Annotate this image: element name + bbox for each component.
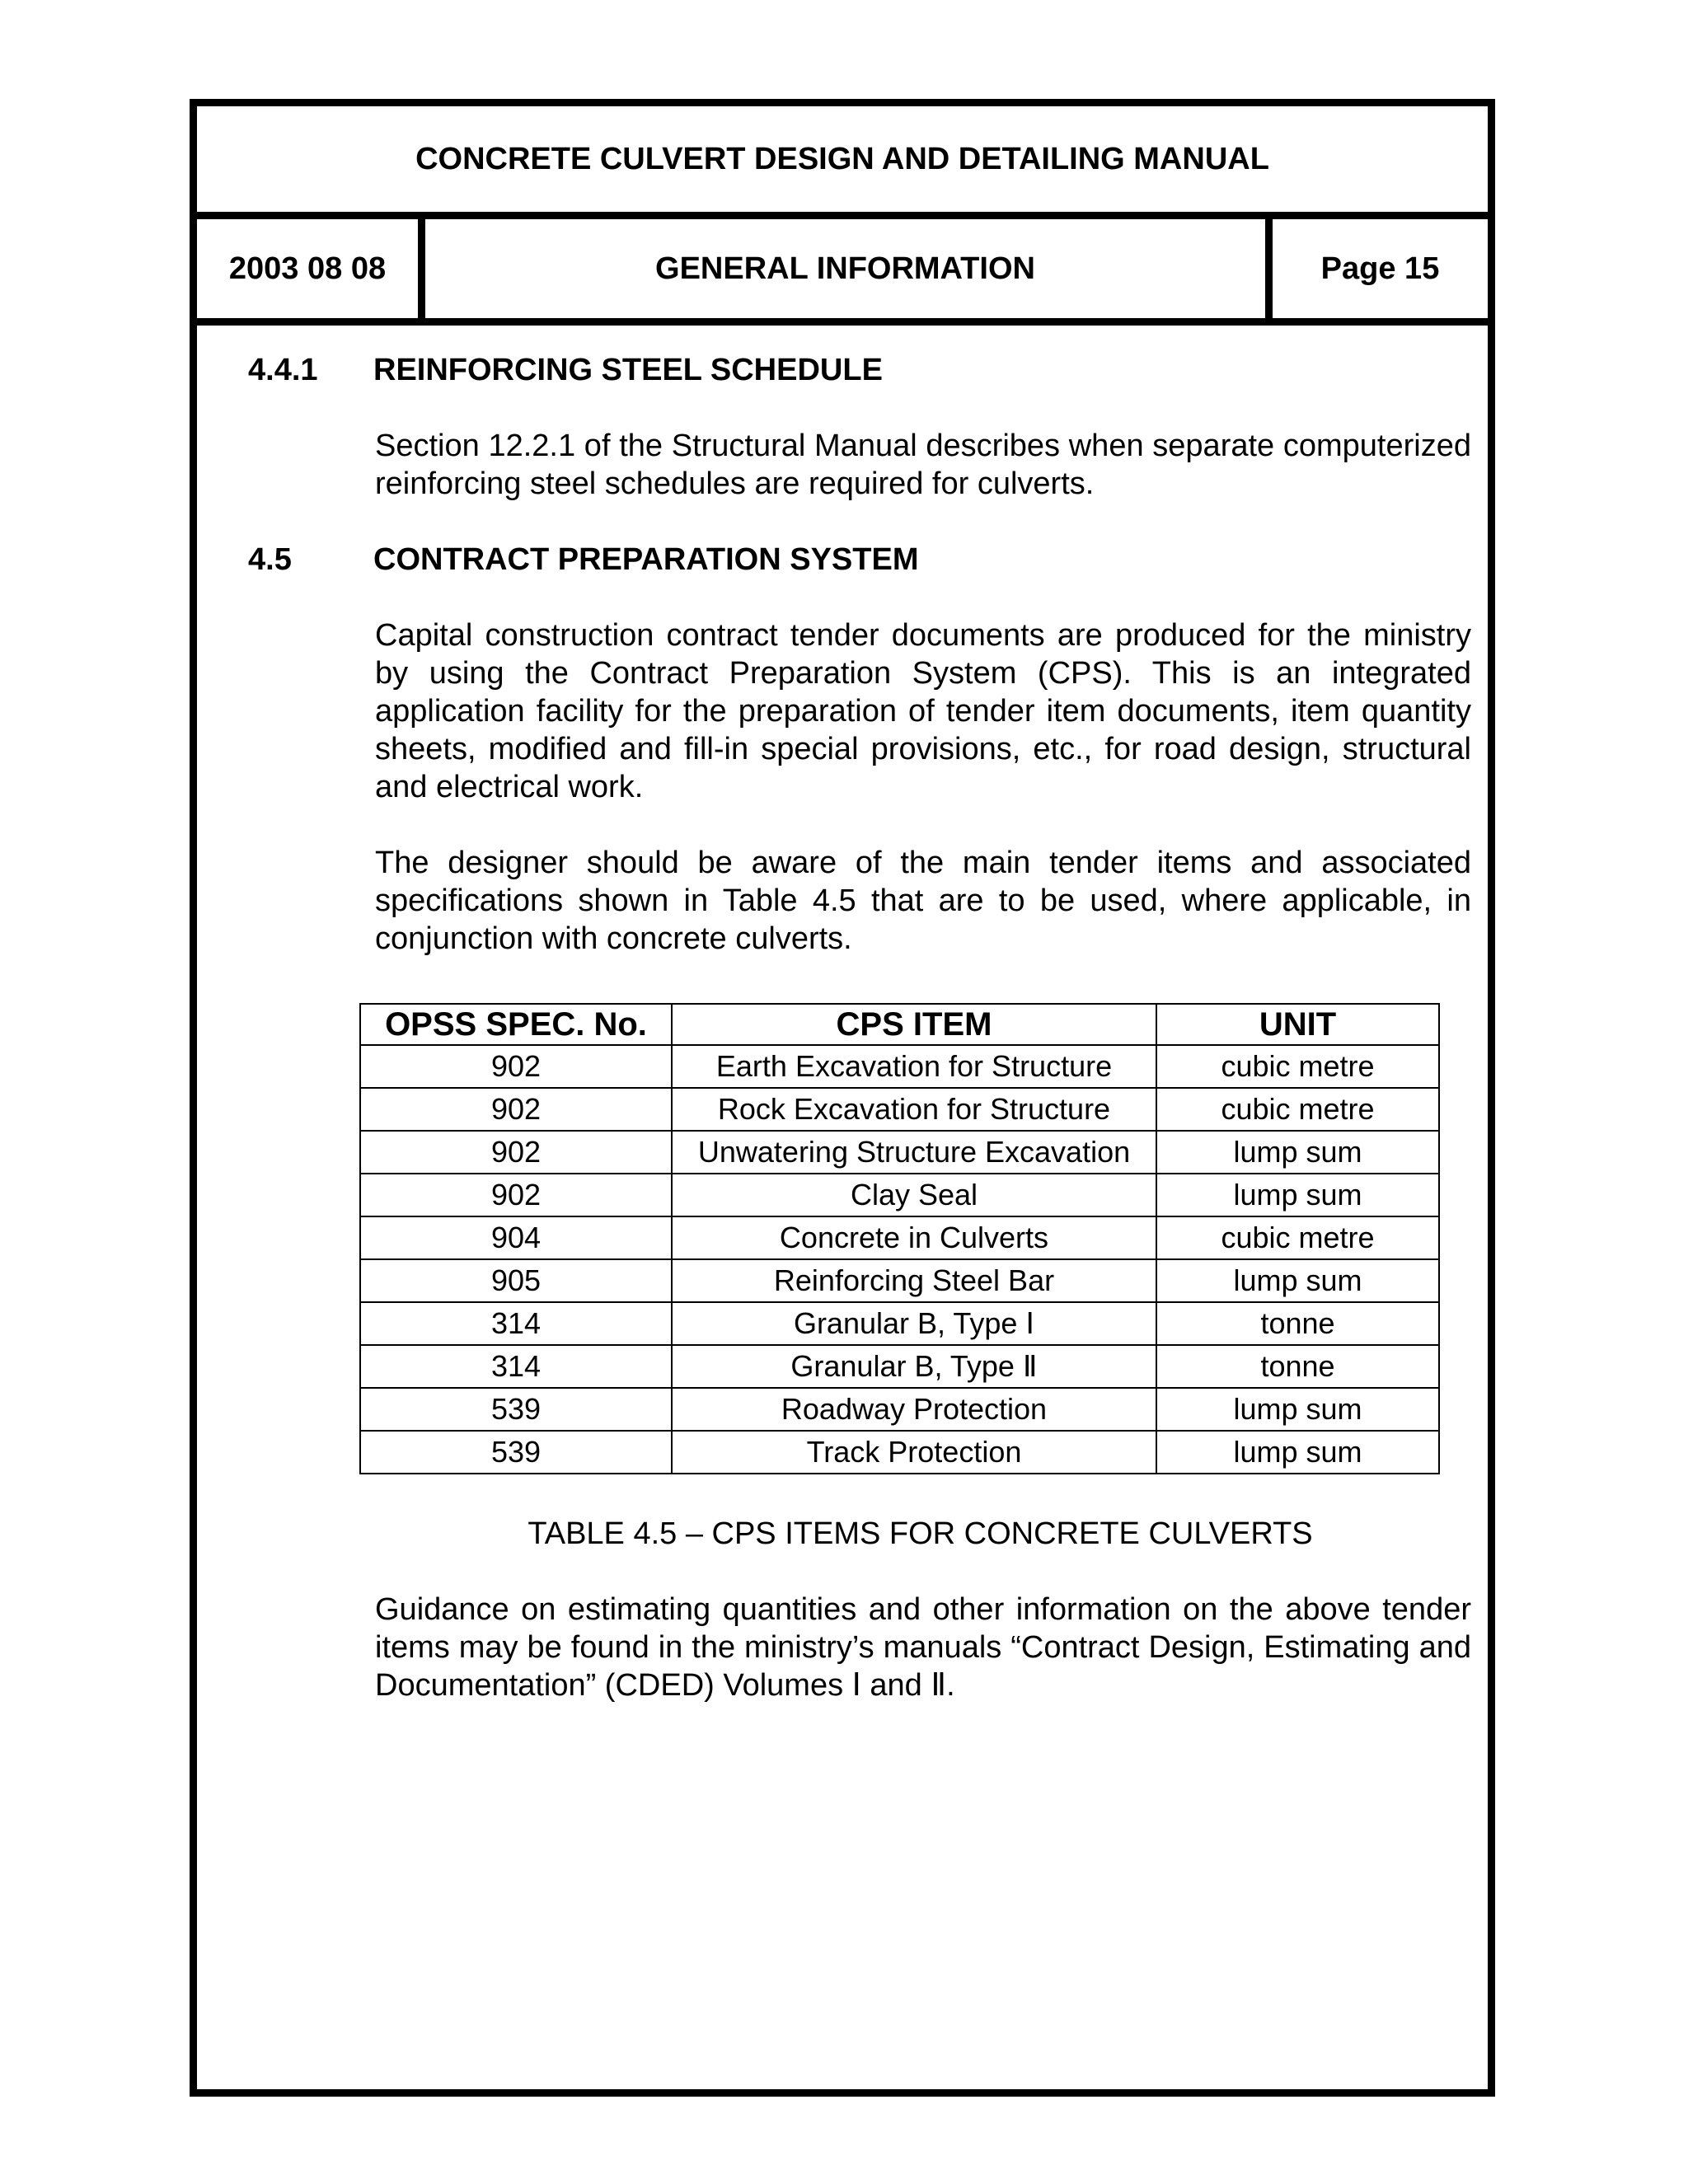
cell-unit: lump sum (1156, 1259, 1439, 1302)
table-row (360, 1088, 1439, 1131)
table-row (360, 1431, 1439, 1474)
cell-cps-item: Rock Excavation for Structure (672, 1088, 1156, 1131)
cell-cps-item: Clay Seal (672, 1174, 1156, 1216)
cps-items-table (359, 1003, 1440, 1474)
cell-opss-spec: 902 (360, 1088, 672, 1131)
document-date: 2003 08 08 (197, 219, 425, 318)
cell-unit: lump sum (1156, 1131, 1439, 1174)
cell-cps-item: Unwatering Structure Excavation (672, 1131, 1156, 1174)
document-title: CONCRETE CULVERT DESIGN AND DETAILING MANUAL (197, 106, 1488, 219)
cell-opss-spec: 902 (360, 1131, 672, 1174)
cell-opss-spec: 314 (360, 1345, 672, 1388)
table-row (360, 1302, 1439, 1345)
cell-cps-item: Concrete in Culverts (672, 1216, 1156, 1259)
header-info-row (197, 219, 1488, 326)
table-row (360, 1259, 1439, 1302)
column-header-opss-spec: OPSS SPEC. No. (360, 1004, 672, 1045)
section-number: 4.5 (248, 542, 292, 577)
cell-unit: cubic metre (1156, 1216, 1439, 1259)
cell-cps-item: Earth Excavation for Structure (672, 1045, 1156, 1088)
cell-opss-spec: 314 (360, 1302, 672, 1345)
cell-opss-spec: 539 (360, 1388, 672, 1431)
cell-unit: cubic metre (1156, 1045, 1439, 1088)
section-title: CONTRACT PREPARATION SYSTEM (373, 542, 919, 577)
section-heading-4-4-1 (248, 351, 1072, 389)
table-caption: TABLE 4.5 – CPS ITEMS FOR CONCRETE CULVERTS (528, 1516, 1313, 1551)
paragraph-designer-awareness: The designer should be aware of the main tender items and associated specifications shown in Table 4.5 that are to be used, where applicable, in conjunction with concrete culverts. (375, 846, 1471, 956)
paragraph-cps-description: Capital construction contract tender documents are produced for the ministry by using the Contract Preparation System (CPS). This is an integrated application facility for the preparation of tender item documents, item quantity sheets, modified and fill-in special provisions, etc., for road design, structural and electrical work. (375, 618, 1471, 804)
paragraph-steel-schedule: Section 12.2.1 of the Structural Manual describes when separate computerized reinforcing steel schedules are required for culverts. (375, 429, 1471, 501)
section-title: REINFORCING STEEL SCHEDULE (373, 353, 883, 387)
cell-unit: lump sum (1156, 1174, 1439, 1216)
section-heading-4-5 (248, 541, 1072, 579)
cell-cps-item: Granular B, Type Ⅰ (672, 1302, 1156, 1345)
cell-cps-item: Roadway Protection (672, 1388, 1156, 1431)
paragraph-guidance: Guidance on estimating quantities and other information on the above tender items may be found in the ministry’s manuals “Contract Design, Estimating and Documentation” (CDED) Volumes Ⅰ and Ⅱ. (375, 1592, 1471, 1703)
table-row (360, 1388, 1439, 1431)
table-row (360, 1045, 1439, 1088)
cell-unit: lump sum (1156, 1431, 1439, 1474)
cell-unit: tonne (1156, 1302, 1439, 1345)
table-row (360, 1174, 1439, 1216)
table-header-row (360, 1004, 1439, 1045)
chapter-title: GENERAL INFORMATION (425, 219, 1273, 318)
cell-cps-item: Track Protection (672, 1431, 1156, 1474)
cell-unit: lump sum (1156, 1388, 1439, 1431)
cell-unit: cubic metre (1156, 1088, 1439, 1131)
cell-opss-spec: 539 (360, 1431, 672, 1474)
cell-opss-spec: 904 (360, 1216, 672, 1259)
page-number: Page 15 (1320, 251, 1440, 286)
section-number: 4.4.1 (248, 353, 318, 387)
cell-opss-spec: 902 (360, 1045, 672, 1088)
cell-unit: tonne (1156, 1345, 1439, 1388)
column-header-cps-item: CPS ITEM (672, 1004, 1156, 1045)
cell-cps-item: Reinforcing Steel Bar (672, 1259, 1156, 1302)
column-header-unit: UNIT (1156, 1004, 1439, 1045)
table-row (360, 1216, 1439, 1259)
table-row (360, 1345, 1439, 1388)
cell-cps-item: Granular B, Type Ⅱ (672, 1345, 1156, 1388)
cell-opss-spec: 902 (360, 1174, 672, 1216)
table-row (360, 1131, 1439, 1174)
cell-opss-spec: 905 (360, 1259, 672, 1302)
